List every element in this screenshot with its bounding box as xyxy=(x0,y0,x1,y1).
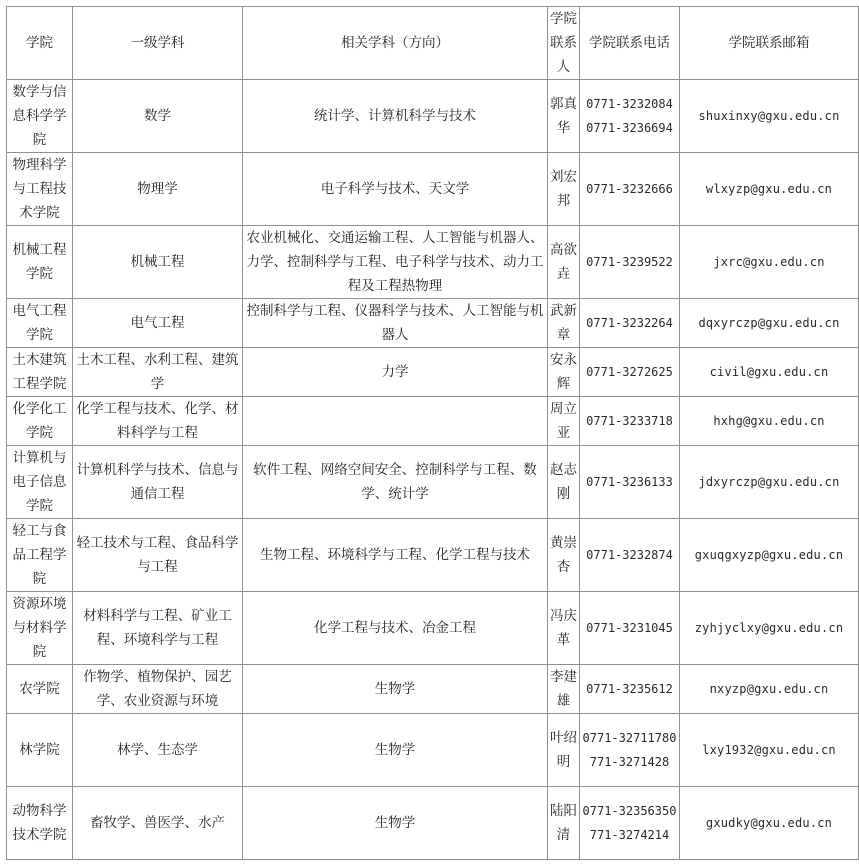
table-row xyxy=(7,665,859,714)
college-cell: 物理科学与工程技术学院 xyxy=(7,153,73,226)
college-cell: 数学与信息科学学院 xyxy=(7,80,73,153)
contact-email-cell: zyhjyclxy@gxu.edu.cn xyxy=(680,592,859,665)
contact-person-cell: 李建雄 xyxy=(548,665,580,714)
contact-person-cell: 刘宏邦 xyxy=(548,153,580,226)
related-discipline-cell: 电子科学与技术、天文学 xyxy=(243,153,548,226)
college-cell: 土木建筑工程学院 xyxy=(7,348,73,397)
primary-discipline-cell: 林学、生态学 xyxy=(73,714,243,787)
header-contact-person: 学院联系人 xyxy=(548,7,580,80)
college-cell: 计算机与电子信息学院 xyxy=(7,446,73,519)
table-row xyxy=(7,226,859,299)
header-contact-email: 学院联系邮箱 xyxy=(680,7,859,80)
table-row xyxy=(7,446,859,519)
college-contacts-table xyxy=(6,6,859,860)
table-row xyxy=(7,787,859,860)
header-contact-phone: 学院联系电话 xyxy=(580,7,680,80)
contact-phone-cell: 0771-3233718 xyxy=(580,397,680,446)
college-cell: 林学院 xyxy=(7,714,73,787)
contact-person-cell: 安永辉 xyxy=(548,348,580,397)
contact-person-cell: 郭真华 xyxy=(548,80,580,153)
contact-person-cell: 陆阳清 xyxy=(548,787,580,860)
contact-email-cell: gxudky@gxu.edu.cn xyxy=(680,787,859,860)
header-college: 学院 xyxy=(7,7,73,80)
contact-phone-cell: 0771-3232084 0771-3236694 xyxy=(580,80,680,153)
table-row xyxy=(7,397,859,446)
contact-email-cell: jxrc@gxu.edu.cn xyxy=(680,226,859,299)
contact-email-cell: dqxyrczp@gxu.edu.cn xyxy=(680,299,859,348)
related-discipline-cell: 控制科学与工程、仪器科学与技术、人工智能与机器人 xyxy=(243,299,548,348)
related-discipline-cell: 力学 xyxy=(243,348,548,397)
primary-discipline-cell: 数学 xyxy=(73,80,243,153)
college-cell: 电气工程学院 xyxy=(7,299,73,348)
contact-email-cell: gxuqgxyzp@gxu.edu.cn xyxy=(680,519,859,592)
contact-person-cell: 赵志刚 xyxy=(548,446,580,519)
table-row xyxy=(7,592,859,665)
college-cell: 动物科学技术学院 xyxy=(7,787,73,860)
table-row xyxy=(7,519,859,592)
college-cell: 资源环境与材料学院 xyxy=(7,592,73,665)
contact-phone-cell: 0771-3232666 xyxy=(580,153,680,226)
related-discipline-cell: 化学工程与技术、冶金工程 xyxy=(243,592,548,665)
contact-phone-cell: 0771-3235612 xyxy=(580,665,680,714)
contact-phone-cell: 0771-32711780771-3271428 xyxy=(580,714,680,787)
related-discipline-cell xyxy=(243,397,548,446)
contact-email-cell: jdxyrczp@gxu.edu.cn xyxy=(680,446,859,519)
contact-phone-cell: 0771-3232874 xyxy=(580,519,680,592)
table-row xyxy=(7,153,859,226)
college-cell: 化学化工学院 xyxy=(7,397,73,446)
contact-email-cell: wlxyzp@gxu.edu.cn xyxy=(680,153,859,226)
primary-discipline-cell: 计算机科学与技术、信息与通信工程 xyxy=(73,446,243,519)
college-cell: 轻工与食品工程学院 xyxy=(7,519,73,592)
related-discipline-cell: 生物学 xyxy=(243,714,548,787)
primary-discipline-cell: 作物学、植物保护、园艺学、农业资源与环境 xyxy=(73,665,243,714)
primary-discipline-cell: 轻工技术与工程、食品科学与工程 xyxy=(73,519,243,592)
contact-phone-cell: 0771-3231045 xyxy=(580,592,680,665)
contact-person-cell: 黄崇杏 xyxy=(548,519,580,592)
contact-phone-cell: 0771-3239522 xyxy=(580,226,680,299)
contact-person-cell: 冯庆革 xyxy=(548,592,580,665)
contact-email-cell: shuxinxy@gxu.edu.cn xyxy=(680,80,859,153)
contact-phone-cell: 0771-3232264 xyxy=(580,299,680,348)
table-row xyxy=(7,80,859,153)
primary-discipline-cell: 材料科学与工程、矿业工程、环境科学与工程 xyxy=(73,592,243,665)
contact-person-cell: 周立亚 xyxy=(548,397,580,446)
header-primary-discipline: 一级学科 xyxy=(73,7,243,80)
college-cell: 机械工程学院 xyxy=(7,226,73,299)
primary-discipline-cell: 畜牧学、兽医学、水产 xyxy=(73,787,243,860)
related-discipline-cell: 软件工程、网络空间安全、控制科学与工程、数学、统计学 xyxy=(243,446,548,519)
contact-phone-cell: 0771-3236133 xyxy=(580,446,680,519)
primary-discipline-cell: 物理学 xyxy=(73,153,243,226)
contact-person-cell: 武新章 xyxy=(548,299,580,348)
contact-email-cell: hxhg@gxu.edu.cn xyxy=(680,397,859,446)
contact-person-cell: 叶绍明 xyxy=(548,714,580,787)
table-body xyxy=(7,7,859,860)
related-discipline-cell: 农业机械化、交通运输工程、人工智能与机器人、力学、控制科学与工程、电子科学与技术、动力工程及工程热物理 xyxy=(243,226,548,299)
header-row xyxy=(7,7,859,80)
primary-discipline-cell: 机械工程 xyxy=(73,226,243,299)
related-discipline-cell: 生物学 xyxy=(243,787,548,860)
contact-person-cell: 高欲垚 xyxy=(548,226,580,299)
primary-discipline-cell: 化学工程与技术、化学、材料科学与工程 xyxy=(73,397,243,446)
contact-email-cell: nxyzp@gxu.edu.cn xyxy=(680,665,859,714)
header-related-discipline: 相关学科（方向） xyxy=(243,7,548,80)
contact-email-cell: civil@gxu.edu.cn xyxy=(680,348,859,397)
related-discipline-cell: 生物学 xyxy=(243,665,548,714)
related-discipline-cell: 统计学、计算机科学与技术 xyxy=(243,80,548,153)
table-row xyxy=(7,348,859,397)
primary-discipline-cell: 电气工程 xyxy=(73,299,243,348)
contact-email-cell: lxy1932@gxu.edu.cn xyxy=(680,714,859,787)
contact-phone-cell: 0771-32356350771-3274214 xyxy=(580,787,680,860)
college-cell: 农学院 xyxy=(7,665,73,714)
contact-phone-cell: 0771-3272625 xyxy=(580,348,680,397)
related-discipline-cell: 生物工程、环境科学与工程、化学工程与技术 xyxy=(243,519,548,592)
table-row xyxy=(7,299,859,348)
primary-discipline-cell: 土木工程、水利工程、建筑学 xyxy=(73,348,243,397)
table-row xyxy=(7,714,859,787)
